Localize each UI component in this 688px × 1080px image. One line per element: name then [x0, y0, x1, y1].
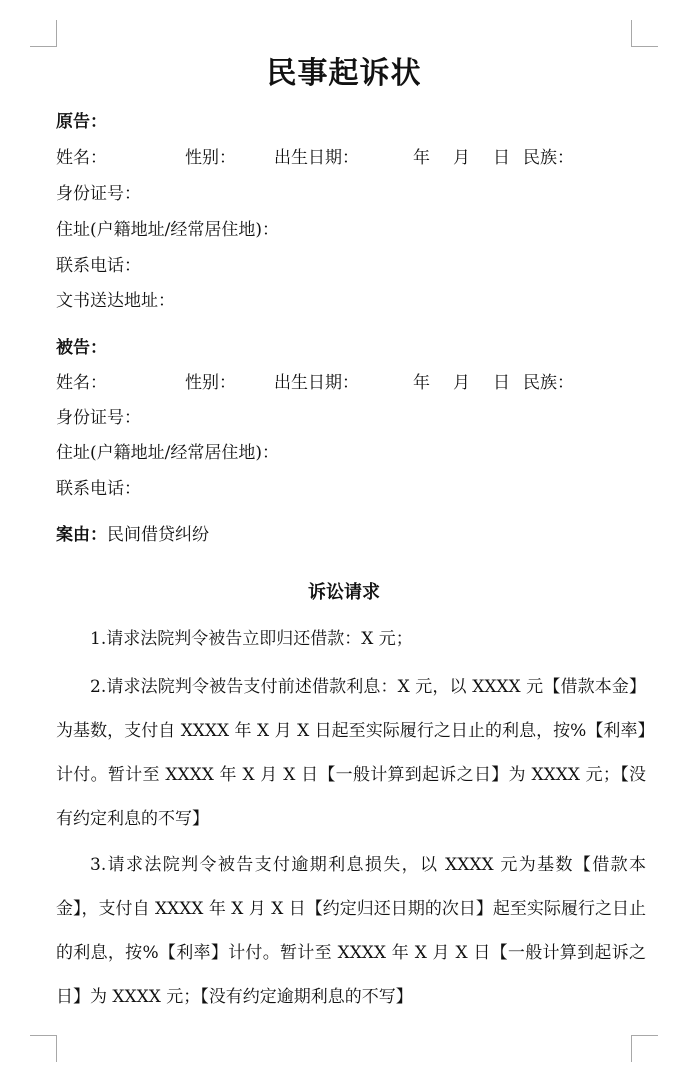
claim-item-3: 3.请求法院判令被告支付逾期利息损失，以 XXXX 元为基数【借款本金】，支付自 XXXX 年 X 月 X 日【约定归还日期的次日】起至实际履行之日止的利息，按%【利率】计付。暂计至 XXXX 年 X 月 X 日【一般计算到起诉之日】为 XXXX 元；【没有约定逾期利息的不写】	[56, 855, 646, 1007]
claim-item-2: 2.请求法院判令被告支付前述借款利息：X 元，以 XXXX 元【借款本金】为基数，支付自 XXXX 年 X 月 X 日起至实际履行之日止的利息，按%【利率】计付。暂计至 XXXX 年 X 月 X 日【一般计算到起诉之日】为 XXXX 元；【没有约定利息的不写】	[56, 677, 646, 829]
ethnicity-label: 民族：	[523, 148, 574, 168]
service-address-label: 文书送达地址：	[56, 291, 175, 311]
day-label: 日	[493, 373, 510, 393]
gender-label: 性别：	[185, 373, 236, 393]
name-label: 姓名：	[56, 148, 107, 168]
cause-of-action	[56, 523, 209, 547]
day-label: 日	[493, 148, 510, 168]
phone-label: 联系电话：	[56, 479, 141, 499]
ethnicity-label: 民族：	[523, 373, 574, 393]
birth-date-label: 出生日期：	[274, 148, 359, 168]
id-number-label: 身份证号：	[56, 408, 141, 428]
month-label: 月	[453, 148, 470, 168]
year-label: 年	[413, 148, 430, 168]
page-corner-mark	[631, 20, 658, 47]
month-label: 月	[453, 373, 470, 393]
birth-date-label: 出生日期：	[274, 373, 359, 393]
page-corner-mark	[30, 1035, 57, 1062]
page-corner-mark	[631, 1035, 658, 1062]
cause-label: 案由：	[56, 525, 107, 545]
cause-value: 民间借贷纠纷	[107, 525, 209, 545]
address-label: 住址(户籍地址/经常居住地)：	[56, 220, 279, 240]
page-corner-mark	[30, 20, 57, 47]
plaintiff-heading: 原告：	[56, 112, 107, 132]
phone-label: 联系电话：	[56, 256, 141, 276]
gender-label: 性别：	[185, 148, 236, 168]
address-label: 住址(户籍地址/经常居住地)：	[56, 443, 279, 463]
plaintiff-basic-info-row	[56, 146, 616, 170]
document-title: 民事起诉状	[266, 56, 422, 91]
claim-item-1: 1.请求法院判令被告立即归还借款：X 元；	[90, 629, 413, 649]
year-label: 年	[413, 373, 430, 393]
defendant-heading: 被告：	[56, 338, 107, 358]
defendant-basic-info-row	[56, 371, 616, 395]
claims-heading: 诉讼请求	[308, 582, 380, 603]
id-number-label: 身份证号：	[56, 184, 141, 204]
name-label: 姓名：	[56, 373, 107, 393]
